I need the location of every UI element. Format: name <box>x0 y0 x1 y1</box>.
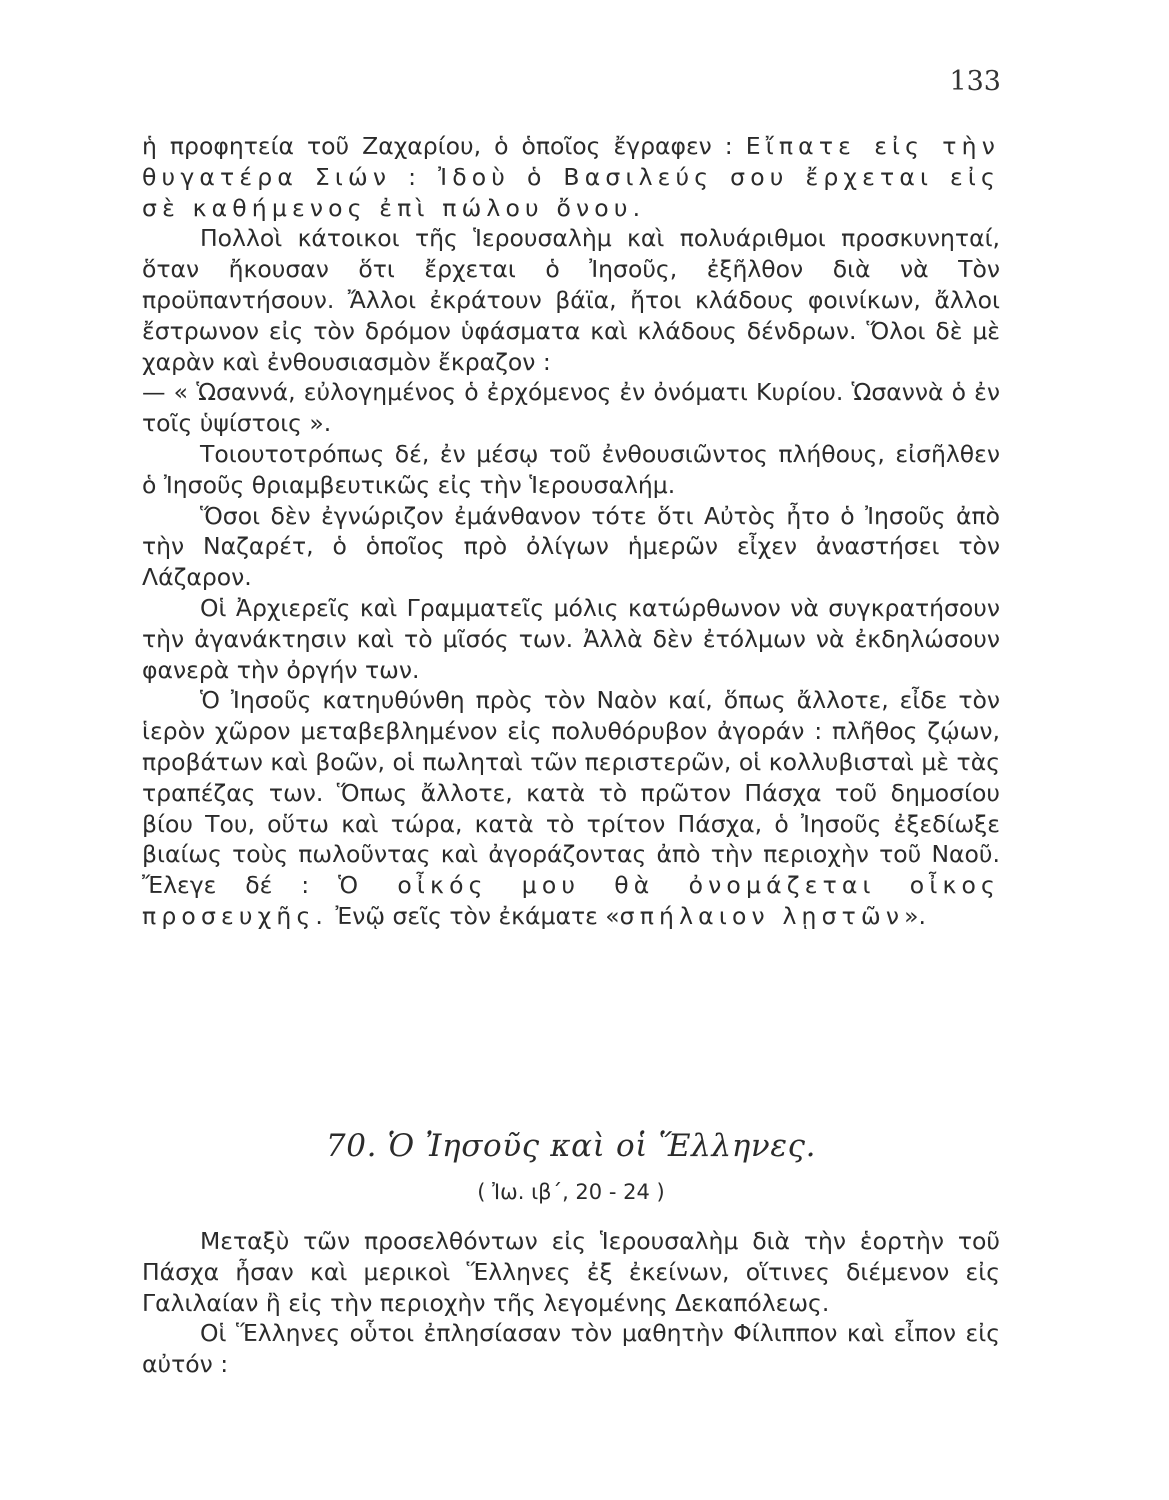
paragraph-text: ἡ προφητεία τοῦ Ζαχαρίου, ὁ ὁποῖος ἔγραφεν : <box>142 132 746 160</box>
section-title: 70. Ὁ Ἰησοῦς καὶ οἱ Ἕλληνες. <box>325 1128 817 1164</box>
section-reference: ( Ἰω. ιβ΄, 20 - 24 ) <box>477 1180 665 1204</box>
quoted-den-of-thieves: σπήλαιον λῃστῶν <box>619 901 905 930</box>
body-text-after <box>142 1226 1000 1380</box>
paragraph-crowds: Πολλοὶ κάτοικοι τῆς Ἱερουσαλὴμ καὶ πολυάριθμοι προσκυνηταί, ὅταν ἤκουσαν ὅτι ἔρχεται ὁ Ἰησοῦς, ἐξῆλθον διὰ νὰ Τὸν προϋπαντήσουν. Ἄλλοι ἐκράτουν βάϊα, ἤτοι κλάδους φοινίκων, ἄλλοι ἔστρωνον εἰς τὸν δρόμον ὑφάσματα καὶ κλάδους δένδρων. Ὅλοι δὲ μὲ χαρὰν καὶ ἐνθουσιασμὸν ἔκραζον : <box>142 224 1000 376</box>
paragraph-lazarus: Ὅσοι δὲν ἐγνώριζον ἐμάνθανον τότε ὅτι Αὐτὸς ἦτο ὁ Ἰησοῦς ἀπὸ τὴν Ναζαρέτ, ὁ ὁποῖος πρὸ ὀλίγων ἡμερῶν εἶχεν ἀναστήσει τὸν Λάζαρον. <box>142 501 1000 592</box>
quoted-house-of-prayer: Ὁ οἶκός μου θὰ ὀνομάζεται οἶκος προσευχῆς. <box>142 871 1000 930</box>
body-text-before <box>142 131 1000 932</box>
paragraph-hosanna: — « Ὡσαννά, εὐλογημένος ὁ ἐρχόμενος ἐν ὀνόματι Κυρίου. Ὡσαννὰ ὁ ἐν τοῖς ὑψίστοις ». <box>142 378 1000 438</box>
quoted-prophecy: Εἴπατε εἰς τὴν θυγατέρα Σιών : Ἰδοὺ ὁ Βασιλεύς σου ἔρχεται εἰς σὲ καθήμενος ἐπὶ πώλου ὄνου. <box>142 132 1000 222</box>
paragraph-temple-cleansing <box>142 685 1000 931</box>
paragraph-text: Ὁ Ἰησοῦς κατηυθύνθη πρὸς τὸν Ναὸν καί, ὅπως ἄλλοτε, εἶδε τὸν ἱερὸν χῶρον μεταβεβλημένον εἰς πολυθόρυβον ἀγοράν : πλῆθος ζῴων, προβάτων καὶ βοῶν, οἱ πωληταὶ τῶν περιστερῶν, οἱ κολλυβισταὶ μὲ τὰς τραπέζας των. Ὅπως ἄλλοτε, κατὰ τὸ πρῶτον Πάσχα τοῦ δημοσίου βίου Του, οὕτω καὶ τώρα, κατὰ τὸ τρίτον Πάσχα, ὁ Ἰησοῦς ἐξεδίωξε βιαίως τοὺς πωλοῦντας καὶ ἀγοράζοντας ἀπὸ τὴν περιοχὴν τοῦ Ναοῦ. Ἔλεγε δέ : <box>142 686 1000 900</box>
paragraph-triumphal-entry: Τοιουτοτρόπως δέ, ἐν μέσῳ τοῦ ἐνθουσιῶντος πλήθους, εἰσῆλθεν ὁ Ἰησοῦς θριαμβευτικῶς εἰς τὴν Ἱερουσαλήμ. <box>142 439 1000 499</box>
paragraph-zacharias-prophecy <box>142 131 1000 223</box>
paragraph-greeks-approach-philip: Οἱ Ἕλληνες οὗτοι ἐπλησίασαν τὸν μαθητὴν Φίλιππον καὶ εἶπον εἰς αὐτόν : <box>142 1319 1000 1379</box>
page-number: 133 <box>949 66 1001 97</box>
paragraph-text: Ἐνῷ σεῖς τὸν ἐκάματε « <box>328 901 620 930</box>
paragraph-text: ». <box>904 901 926 930</box>
paragraph-high-priests: Οἱ Ἀρχιερεῖς καὶ Γραμματεῖς μόλις κατώρθωνον νὰ συγκρατήσουν τὴν ἀγανάκτησιν καὶ τὸ μῖσός των. Ἀλλὰ δὲν ἐτόλμων νὰ ἐκδηλώσουν φανερὰ τὴν ὀργήν των. <box>142 593 1000 684</box>
paragraph-greeks-at-passover: Μεταξὺ τῶν προσελθόντων εἰς Ἱερουσαλὴμ διὰ τὴν ἑορτὴν τοῦ Πάσχα ἦσαν καὶ μερικοὶ Ἕλληνες ἐξ ἐκείνων, οἵτινες διέμενον εἰς Γαλιλαίαν ἢ εἰς τὴν περιοχὴν τῆς λεγομένης Δεκαπόλεως. <box>142 1227 1000 1317</box>
